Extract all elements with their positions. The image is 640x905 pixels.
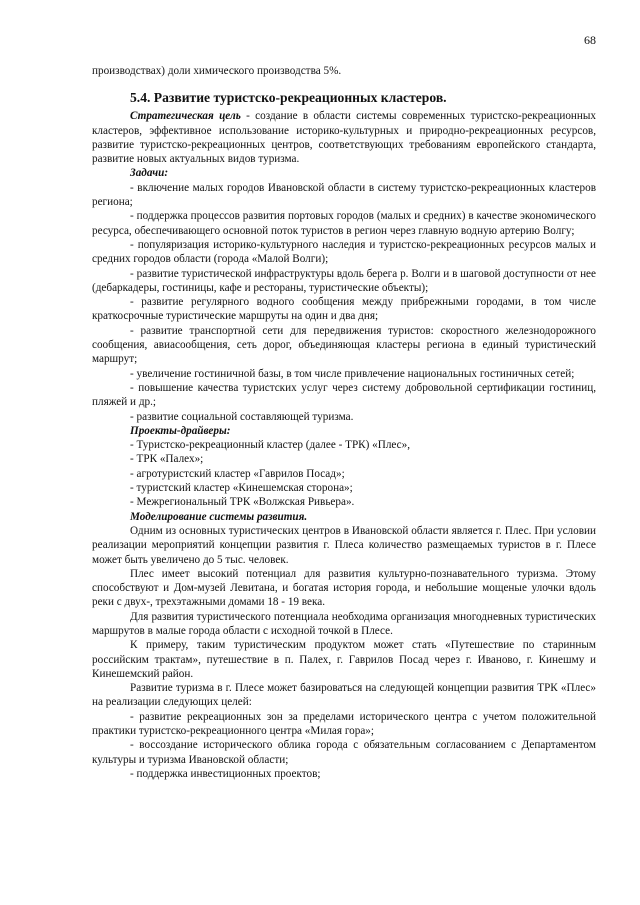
driver-item: - Межрегиональный ТРК «Волжская Ривьера». xyxy=(130,496,355,509)
drivers-label: Проекты-драйверы: xyxy=(130,424,231,437)
task-item: - поддержка процессов развития портовых городов (малых и средних) в качестве экономического ресурса, обеспечивающего основной поток туристов в регион через главную водную артерию Волгу; xyxy=(92,210,596,237)
goal-item: - воссоздание исторического облика города с обязательным согласованием с Департаментом культуры и туризма Ивановской области; xyxy=(92,739,596,766)
body-paragraph: Развитие туризма в г. Плесе может базироваться на следующей концепции развития ТРК «Плес» на реализации следующих целей: xyxy=(92,682,596,709)
task-item: - развитие транспортной сети для передвижения туристов: скоростного железнодорожного сообщения, авиасообщения, сеть дорог, объединяющая кластеры региона в единый туристический маршрут; xyxy=(92,324,596,366)
driver-item: - ТРК «Палех»; xyxy=(130,453,204,466)
page-number: 68 xyxy=(584,33,596,47)
section-title: 5.4. Развитие туристско-рекреационных кластеров. xyxy=(130,90,447,106)
body-paragraph: Одним из основных туристических центров в Ивановской области является г. Плес. При условии реализации мероприятий концепции развития г. Плеса количество размещаемых туристов в г. Плесе может быть увеличено до 5 тыс. человек. xyxy=(92,524,596,566)
body-paragraph: Для развития туристического потенциала необходима организация многодневных туристических маршрутов в малые города области с исходной точкой в Плесе. xyxy=(92,610,596,637)
task-item: - увеличение гостиничной базы, в том числе привлечение национальных гостиничных сетей; xyxy=(130,367,575,380)
driver-item: - туристский кластер «Кинешемская сторона»; xyxy=(130,482,353,495)
task-item: - развитие туристической инфраструктуры вдоль берега р. Волги и в шаговой доступности от нее (дебаркадеры, гостиницы, кафе и рестораны, туристические объекты); xyxy=(92,267,596,294)
strategic-goal-paragraph xyxy=(92,109,596,166)
body-paragraph: К примеру, таким туристическим продуктом может стать «Путешествие по старинным российским трактам», путешествие в п. Палех, г. Гаврилов Посад через г. Иваново, г. Кинешму и Кинешемский район. xyxy=(92,639,596,680)
driver-item: - агротуристский кластер «Гаврилов Посад»; xyxy=(130,467,345,480)
intro-line: производствах) доли химического производства 5%. xyxy=(92,65,342,77)
task-item: - повышение качества туристских услуг через систему добровольной сертификации гостиниц, пляжей и др.; xyxy=(92,381,596,409)
goal-item: - развитие рекреационных зон за пределами исторического центра с учетом положительной практики туристско-рекреационного центра «Милая гора»; xyxy=(92,710,596,738)
task-item: - включение малых городов Ивановской области в систему туристско-рекреационных кластеров региона; xyxy=(92,181,596,209)
task-item: - развитие социальной составляющей туризма. xyxy=(130,410,354,423)
strategic-goal-label: Стратегическая цель xyxy=(130,110,241,123)
tasks-label: Задачи: xyxy=(130,167,169,180)
page-content xyxy=(92,64,596,781)
goal-item: - поддержка инвестиционных проектов; xyxy=(130,767,321,780)
driver-item: - Туристско-рекреационный кластер (далее - ТРК) «Плес», xyxy=(130,439,411,452)
task-item: - популяризация историко-культурного наследия и туристско-рекреационных ресурсов малых и средних городов области (города «Малой Волги); xyxy=(92,238,596,266)
body-paragraph: Плес имеет высокий потенциал для развития культурно-познавательного туризма. Этому способствуют и Дом-музей Левитана, и богатая история города, и небольшие мощеные улочки вдоль реки с двух-, трехэтажными домами 18 - 19 века. xyxy=(92,567,596,609)
task-item: - развитие регулярного водного сообщения между прибрежными городами, в том числе краткосрочные туристические маршруты на один и два дня; xyxy=(92,296,596,323)
strategic-goal-text: - создание в области системы современных туристско-рекреационных кластеров, эффективное использование историко-культурных и природно-рекреационных ресурсов, развитие туристско-рекреационных центров, соответствующих требованиям европейского стандарта, развитие новых актуальных видов туризма. xyxy=(92,110,596,166)
modeling-label: Моделирование системы развития. xyxy=(130,510,308,523)
